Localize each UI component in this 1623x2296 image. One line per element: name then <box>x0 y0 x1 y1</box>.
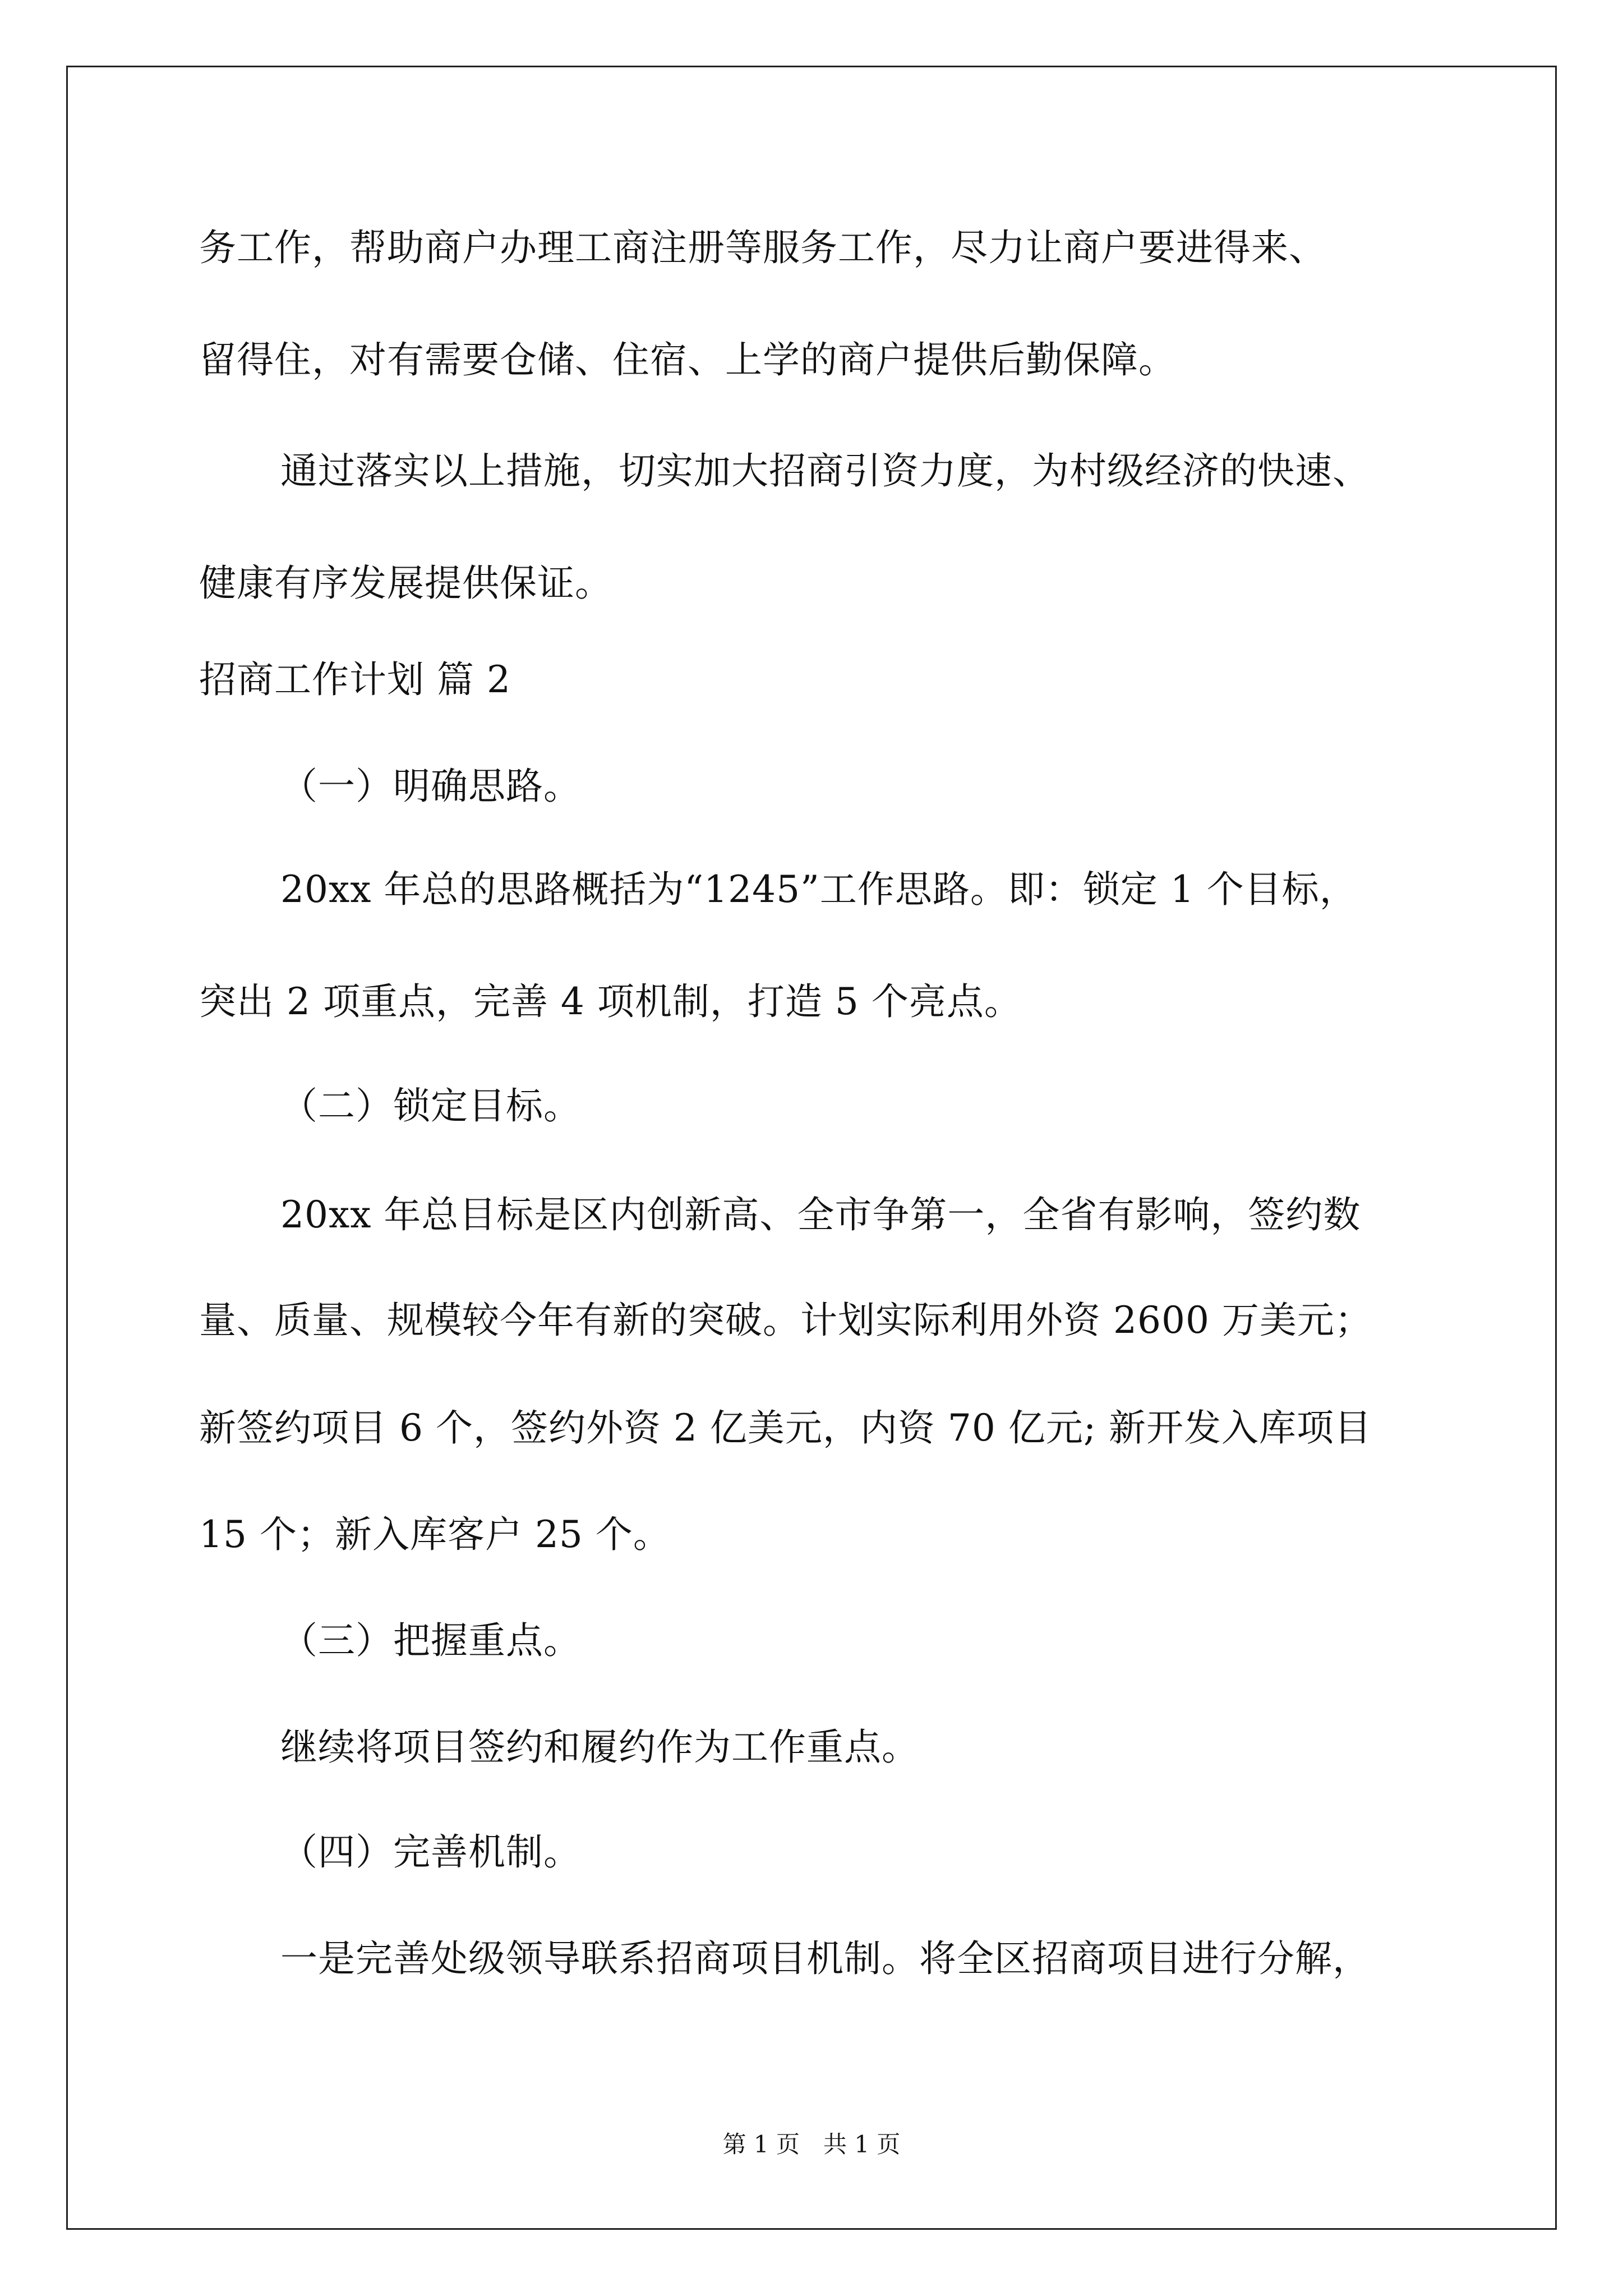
body-line-12: 一是完善处级领导联系招商项目机制。将全区招商项目进行分解， <box>280 1937 1370 1980</box>
subheading-1: （一）明确思路。 <box>280 765 581 808</box>
body-line-4: 健康有序发展提供保证。 <box>199 562 612 605</box>
body-line-1: 务工作，帮助商户办理工商注册等服务工作，尽力让商户要进得来、 <box>199 226 1326 269</box>
body-line-7: 20xx 年总目标是区内创新高、全市争第一，全省有影响，签约数 <box>280 1193 1361 1236</box>
section-heading: 招商工作计划 篇 2 <box>199 658 511 701</box>
body-line-5: 20xx 年总的思路概括为“1245”工作思路。即：锁定 1 个目标， <box>280 868 1357 911</box>
body-line-9: 新签约项目 6 个，签约外资 2 亿美元，内资 70 亿元; 新开发入库项目 <box>199 1406 1372 1450</box>
body-line-6: 突出 2 项重点，完善 4 项机制，打造 5 个亮点。 <box>199 980 1022 1023</box>
body-line-3: 通过落实以上措施，切实加大招商引资力度，为村级经济的快速、 <box>280 449 1370 493</box>
body-line-11: 继续将项目签约和履约作为工作重点。 <box>280 1726 919 1769</box>
page-number-footer: 第 1 页 共 1 页 <box>722 2131 901 2158</box>
subheading-3: （三）把握重点。 <box>280 1619 581 1662</box>
body-line-10: 15 个；新入库客户 25 个。 <box>199 1513 671 1556</box>
subheading-2: （二）锁定目标。 <box>280 1084 581 1128</box>
body-line-8: 量、质量、规模较今年有新的突破。计划实际利用外资 2600 万美元； <box>199 1299 1372 1342</box>
page-border <box>66 66 1557 2230</box>
subheading-4: （四）完善机制。 <box>280 1830 581 1874</box>
body-line-2: 留得住，对有需要仓储、住宿、上学的商户提供后勤保障。 <box>199 338 1176 381</box>
